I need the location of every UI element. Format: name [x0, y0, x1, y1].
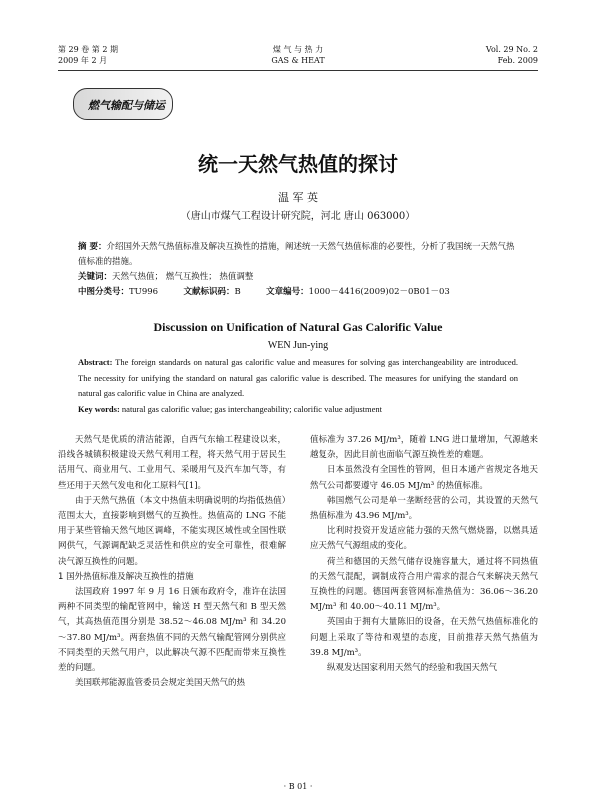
paragraph: 值标准为 37.26 MJ/m³，随着 LNG 进口量增加，气源越来越复杂，因此目前也面临气源互换性差的难题。	[310, 435, 538, 461]
keywords-cn	[78, 270, 518, 285]
body-left-column	[58, 433, 286, 691]
journal-name-cn: 煤 气 与 热 力	[272, 45, 324, 54]
section-tag	[73, 88, 173, 120]
title-en: Discussion on Unification of Natural Gas Calorific Value	[153, 320, 443, 334]
keywords-en-text: natural gas calorific value; gas interchangeability; calorific value adjustment	[121, 403, 383, 414]
page-number: · B 01 ·	[283, 782, 313, 791]
clc-value: TU996	[129, 287, 159, 297]
paragraph: 韩国燃气公司是单一垄断经营的公司，其设置的天然气热值标准为 43.96 MJ/m³。	[310, 495, 538, 522]
paragraph: 美国联邦能源监管委员会规定美国天然气的热	[75, 678, 246, 689]
keywords-en	[78, 402, 518, 418]
paragraph: 由于天然气热值（本文中热值未明确说明的均指低热值）范围太大，直接影响到燃气的互换性。热值高的 LNG 不能用于某些管输天然气地区调峰，不能实现区域性或全国性联网供气，气源调配缺乏灵活性和供应的安全可靠性，很难解决气源互换性的问题。	[58, 495, 286, 567]
paragraph: 英国由于拥有大量陈旧的设备，在天然气热值标准化的问题上采取了等待和观望的态度，目前推荐天然气热值为 39.8 MJ/m³。	[310, 617, 538, 658]
keywords-en-label: Key words:	[78, 403, 120, 414]
volume-issue: 第 29 卷 第 2 期	[58, 45, 118, 54]
paragraph: 法国政府 1997 年 9 月 16 日颁布政府令，准许在法国两种不同类型的输配管网中，输送 H 型天然气和 B 型天然气，其高热值范围分别是 38.52～46.08 MJ/m³ 和 34.20～37.80 MJ/m³。两套热值不同的天然气输配管网分别供应不同类型的天然气用户，以此解决气源不匹配而带来互换性差的问题。	[58, 587, 286, 674]
doc-code-label: 文献标识码：	[183, 287, 235, 297]
article-number-label: 文章编号：	[266, 287, 309, 297]
paragraph: 日本虽然没有全国性的管网，但日本通产省规定各地天然气公司都要遵守 46.05 MJ/m³ 的热值标准。	[310, 465, 538, 491]
paragraph: 纵观发达国家利用天然气的经验和我国天然气	[327, 663, 498, 674]
abstract-cn-text: 介绍国外天然气热值标准及解决互换性的措施，阐述统一天然气热值标准的必要性，分析了我国统一天然气热值标准的措施。	[78, 242, 515, 267]
journal-name-en: GAS & HEAT	[271, 56, 325, 65]
header-right	[486, 44, 538, 66]
abstract-cn-body	[78, 240, 518, 270]
abstract-en-body	[78, 355, 518, 402]
issue-date: 2009 年 2 月	[58, 56, 108, 65]
issue-date-en: Feb. 2009	[497, 56, 538, 65]
paragraph: 比利时投资开发适应能力强的天然气燃烧器，以燃具适应天然气气源组成的变化。	[310, 526, 538, 552]
abstract-cn-label: 摘 要：	[78, 242, 107, 252]
author-cn: 温 军 英	[278, 191, 318, 204]
abstract-cn	[78, 240, 518, 300]
keywords-cn-text: 天然气热值； 燃气互换性； 热值调整	[112, 272, 254, 282]
keywords-cn-label: 关键词：	[78, 272, 113, 282]
paragraph: 天然气是优质的清洁能源，自西气东输工程建设以来，沿线各城镇积极建设天然气利用工程，将天然气用于居民生活用气、商业用气、工业用气、采暖用气及汽车加气等，有些还用于天然气发电和化工原料气[1]。	[58, 435, 286, 491]
section-tag-label: 燃气输配与储运	[88, 99, 165, 112]
paragraph: 荷兰和德国的天然气储存设施容量大，通过将不同热值的天然气混配，调制成符合用户需求的混合气来解决天然气互换性的问题。德国两套管网标准热值为：36.06～36.20 MJ/m³ 和 40.00～40.11 MJ/m³。	[310, 556, 538, 613]
classification-line	[78, 285, 518, 300]
abstract-en-label: Abstract:	[78, 357, 113, 367]
abstract-en-text: The foreign standards on natural gas calorific value and measures for solving gas interchangeability are introduced. The necessity for unifying the standard on natural gas calorific value is described. The measures for unifying the standard on natural gas calorific value in China are analyzed.	[78, 357, 518, 398]
clc-label: 中图分类号：	[78, 287, 130, 297]
title-cn: 统一天然气热值的探讨	[198, 152, 398, 176]
abstract-en	[78, 355, 518, 417]
body-right-column	[310, 433, 538, 676]
affiliation-cn: （唐山市煤气工程设计研究院，河北 唐山 063000）	[180, 211, 416, 222]
doc-code-value: B	[234, 287, 241, 297]
author-en: WEN Jun-ying	[267, 340, 329, 351]
section-heading: 1 国外热值标准及解决互换性的措施	[58, 571, 194, 582]
volume-issue-en: Vol. 29 No. 2	[485, 45, 538, 54]
article-number-value: 1000－4416(2009)02－0B01－03	[308, 287, 450, 297]
header-rule	[58, 70, 538, 71]
